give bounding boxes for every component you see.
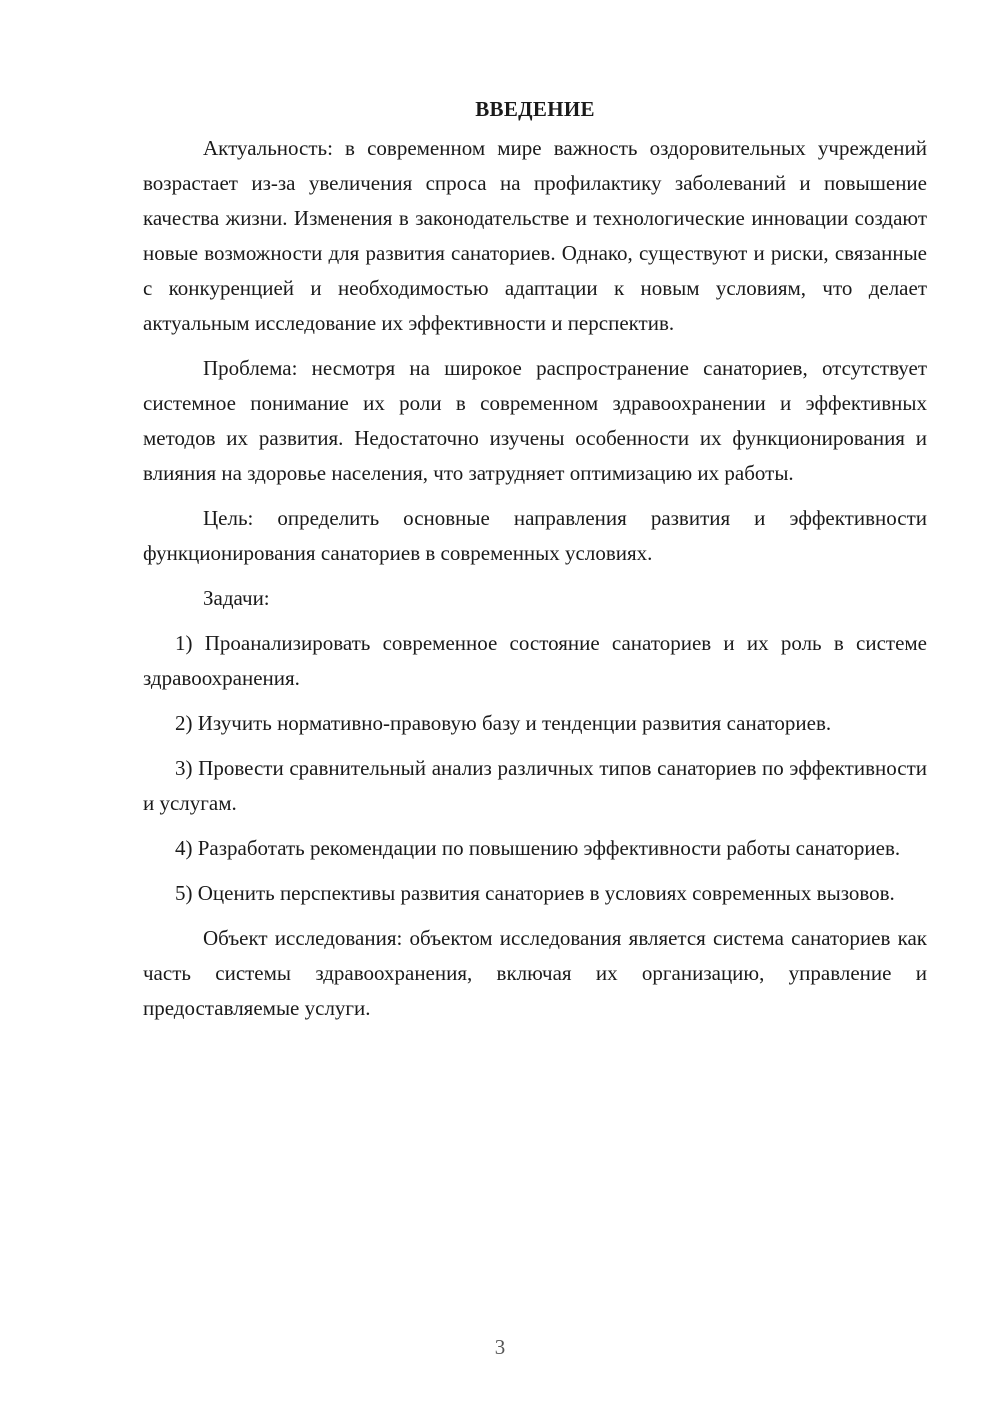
task-item-3: 3) Провести сравнительный анализ различных типов санаториев по эффективности и услугам. bbox=[143, 756, 927, 815]
goal-paragraph: Цель: определить основные направления развития и эффективности функционирования санаториев в современных условиях. bbox=[143, 506, 927, 565]
task-item-5: 5) Оценить перспективы развития санаториев в условиях современных вызовов. bbox=[175, 881, 895, 905]
page-title: ВВЕДЕНИЕ bbox=[475, 97, 595, 121]
page-number: 3 bbox=[494, 1335, 506, 1359]
document-page bbox=[143, 92, 927, 1036]
task-item-4: 4) Разработать рекомендации по повышению эффективности работы санаториев. bbox=[175, 836, 901, 860]
problem-paragraph: Проблема: несмотря на широкое распространение санаториев, отсутствует системное понимание их роли в современном здравоохранении и эффективных методов их развития. Недостаточно изучены особенности их функционирования и влияния на здоровье населения, что затрудняет оптимизацию их работы. bbox=[143, 356, 927, 485]
relevance-paragraph: Актуальность: в современном мире важность оздоровительных учреждений возрастает из-за увеличения спроса на профилактику заболеваний и повышение качества жизни. Изменения в законодательстве и технологические инновации создают новые возможности для развития санаториев. Однако, существуют и риски, связанные с конкуренцией и необходимостью адаптации к новым условиям, что делает актуальным исследование их эффективности и перспектив. bbox=[143, 136, 927, 335]
task-item-2: 2) Изучить нормативно-правовую базу и тенденции развития санаториев. bbox=[175, 711, 832, 735]
object-paragraph: Объект исследования: объектом исследования является система санаториев как часть системы здравоохранения, включая их организацию, управление и предоставляемые услуги. bbox=[143, 926, 927, 1020]
tasks-heading: Задачи: bbox=[203, 586, 270, 610]
task-item-1: 1) Проанализировать современное состояние санаториев и их роль в системе здравоохранения. bbox=[143, 631, 927, 690]
